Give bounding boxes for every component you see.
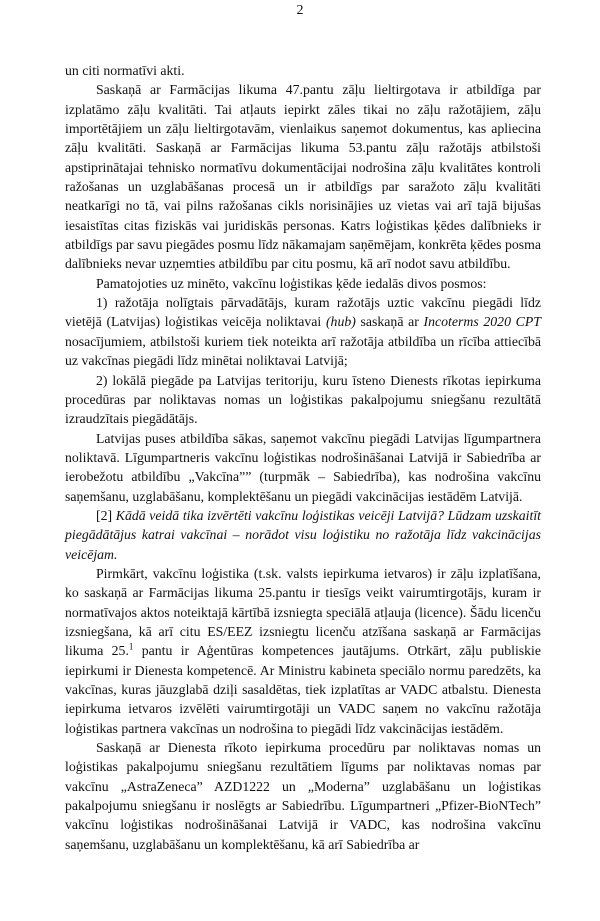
paragraph-quality: Saskaņā ar Farmācijas likuma 47.pantu zāļu lieltirgotava ir atbildīga par izplatāmo zāļu kvalitāti. Tai atļauts iepirkt zāles tikai no zāļu ražotājiem, zāļu importētājiem un zāļu lieltirgotavām, vienlaikus saņemot dokumentus, kas apliecina zāļu kvalitāti. Saskaņā ar Farmācijas likuma 53.pantu zāļu ražotājs atbilstoši apstiprinātajai tehnisko normatīvu dokumentācijai nodrošina zāļu kvalitātes kontroli ražošanas un uzglabāšanas procesā un ir atbildīgs par saražoto zāļu kvalitāti neatkarīgi no tā, vai pilns ražošanas cikls norisinājies uz vietas vai arī tajā bijušas iesaistītas citas fiziskās vai juridiskās personas. Katrs loģistikas ķēdes dalībnieks ir atbildīgs par savu piegādes posmu līdz nākamajam saņēmējam, konkrēta ķēdes posma dalībnieks nevar uzņemties atbildību par citu posmu, kā arī nodot savu atbildību. <box>65 82 541 272</box>
list-item-2: 2) lokālā piegāde pa Latvijas teritoriju, kuru īsteno Dienests rīkotas iepirkuma procedūras par noliktavas nomas un loģistikas pakalpojumu sniegšanu rezultātā izraudzītais piegādātājs. <box>65 372 541 427</box>
question-text: Kādā veidā tika izvērtēti vakcīnu loģistikas veicēji Latvijā? Lūdzam uzskaitīt piegādātājus katrai vakcīnai – norādot visu loģistiku no ražotāja līdz vakcinācijas veicējam. <box>65 507 541 562</box>
incoterms-term: Incoterms 2020 CPT <box>423 314 541 330</box>
list-item-1-text: 1) ražotāja nolīgtais pārvadātājs, kuram ražotājs uztic vakcīnu piegādi līdz vietējā (Latvijas) loģistikas veicēja noliktavai <box>65 295 541 330</box>
document-body <box>65 61 541 854</box>
logistics-text-end: pantu ir Aģentūras kompetences jautājums. Otrkārt, zāļu publiskie iepirkumi ir Dienesta kompetencē. Ar Ministru kabineta speciālo normu paredzēts, ka vakcīnas, kuras jāuzglabā dziļi sasaldētas, tiek izplatītas ar VADC atbalstu. Dienesta iepirkuma ietvaros izvēlēti vairumtirgotāji un VADC saņem no vakcīnu ražotāja loģistikas partnera vakcīnas un nodrošina to piegādi līdz vakcinācijas iestādēm. <box>65 643 542 736</box>
list-item-1-after: nosacījumiem, atbilstoši kuriem tiek noteikta arī ražotāja atbildība un rīcība attiecībā uz vakcīnas piegādi līdz minētai noliktavai Latvijā; <box>65 333 541 369</box>
paragraph-intro: un citi normatīvi akti. <box>65 63 185 78</box>
paragraph-latvia: Latvijas puses atbildība sākas, saņemot vakcīnu piegādi Latvijas līgumpartnera noliktavā. Līgumpartneris vakcīnu loģistikas nodrošināšanai Latvijā ir Sabiedrība ar ierobežotu atbildību „Vakcīna”” (turpmāk – Sabiedrība), kas nodrošina vakcīnu saņemšanu, uzglabāšanu, komplektēšanu un piegādi vakcinācijas iestādēm Latvijā. <box>65 430 541 504</box>
question-number: [2] <box>96 507 113 523</box>
question-2 <box>65 506 541 564</box>
list-item-1-middle: saskaņā ar <box>360 314 419 330</box>
paragraph-procurement: Saskaņā ar Dienesta rīkoto iepirkuma procedūru par noliktavas nomas un loģistikas pakalpojumu sniegšanu rezultātiem līgums par noliktavas nomas par vakcīnu „AstraZeneca” AZD1222 un „Moderna” uzglabāšanu un loģistikas pakalpojumu sniegšanu ir noslēgts ar Sabiedrību. Līgumpartneri „Pfizer-BioNTech” vakcīnu loģistikas nodrošināšanai Latvijā ir VADC, kas nodrošina vakcīnu saņemšanu, uzglabāšanu un komplektēšanu, kā arī Sabiedrība ar <box>65 740 541 852</box>
logistics-text-start: Pirmkārt, vakcīnu loģistika (t.sk. valsts iepirkuma ietvaros) ir zāļu izplatīšana, ko saskaņā ar Farmācijas likuma 25.pantu ir tiesīgs veikt vairumtirgotājs, kuram ir normatīvajos aktos noteiktajā kārtībā izsniegta speciālā atļauja (licence). Šādu licenču izsniegšana, kā arī citu ES/EEZ izsniegtu licenču atzīšana saskaņā ar Farmācijas likuma 25. <box>65 565 541 659</box>
page-number: 2 <box>296 3 304 18</box>
hub-term: (hub) <box>325 314 356 330</box>
paragraph-logistics <box>65 564 541 738</box>
paragraph-chain: Pamatojoties uz minēto, vakcīnu loģistikas ķēde iedalās divos posmos: <box>96 275 487 291</box>
list-item-1 <box>65 293 541 370</box>
footnote-superscript: 1 <box>128 641 134 652</box>
